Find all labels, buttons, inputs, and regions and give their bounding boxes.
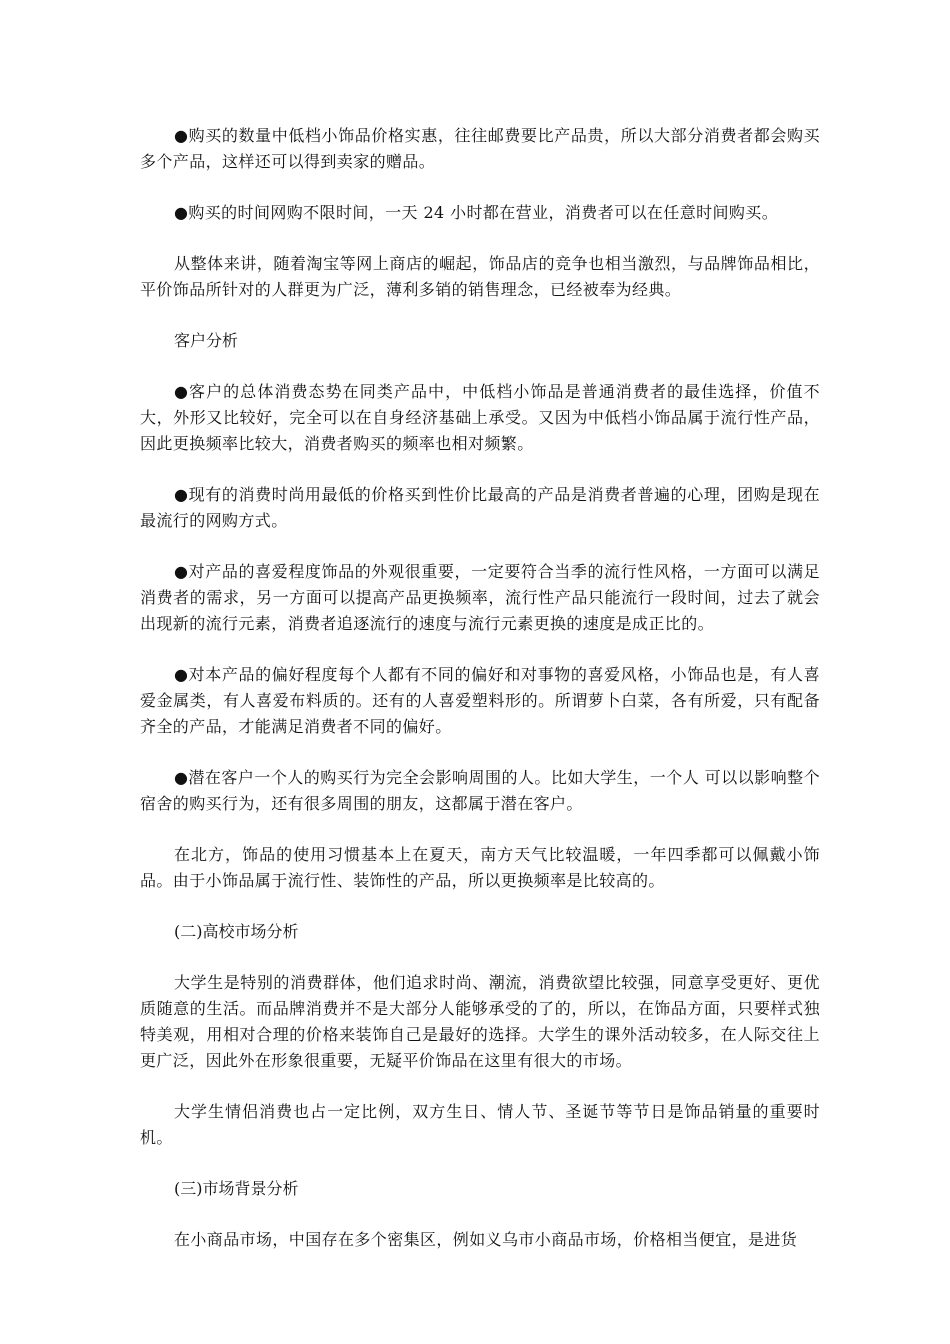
paragraph-customer-trend: ●客户的总体消费态势在同类产品中，中低档小饰品是普通消费者的最佳选择，价值不大，外形又比较好，完全可以在自身经济基础上承受。又因为中低档小饰品属于流行性产品，因此更换频率比较大，消费者购买的频率也相对频繁。	[140, 382, 820, 453]
document-body	[140, 123, 820, 1278]
paragraph-potential-customers: ●潜在客户一个人的购买行为完全会影响周围的人。比如大学生，一个人 可以以影响整个宿舍的购买行为，还有很多周围的朋友，这都属于潜在客户。	[140, 768, 820, 813]
paragraph-consumer-fashion: ●现有的消费时尚用最低的价格买到性价比最高的产品是消费者普遍的心理，团购是现在最流行的网购方式。	[140, 485, 820, 530]
section-heading-customer-analysis: 客户分析	[174, 331, 239, 350]
paragraph-student-consumers: 大学生是特别的消费群体，他们追求时尚、潮流，消费欲望比较强，同意享受更好、更优质随意的生活。而品牌消费并不是大部分人能够承受的了的，所以，在饰品方面，只要样式独特美观，用相对合理的价格来装饰自己是最好的选择。大学生的课外活动较多，在人际交往上更广泛，因此外在形象很重要，无疑平价饰品在这里有很大的市场。	[140, 973, 820, 1070]
paragraph-purchase-time: ●购买的时间网购不限时间，一天 24 小时都在营业，消费者可以在任意时间购买。	[174, 203, 779, 222]
section-heading-campus-market: (二)高校市场分析	[174, 922, 299, 941]
paragraph-regional-habits: 在北方，饰品的使用习惯基本上在夏天，南方天气比较温暖，一年四季都可以佩戴小饰品。由于小饰品属于流行性、装饰性的产品，所以更换频率是比较高的。	[140, 845, 820, 890]
section-heading-market-background: (三)市场背景分析	[174, 1179, 299, 1198]
paragraph-product-bias: ●对本产品的偏好程度每个人都有不同的偏好和对事物的喜爱风格，小饰品也是，有人喜爱金属类，有人喜爱布料质的。还有的人喜爱塑料形的。所谓萝卜白菜，各有所爱，只有配备齐全的产品，才能满足消费者不同的偏好。	[140, 665, 820, 736]
paragraph-small-commodity-market: 在小商品市场，中国存在多个密集区，例如义乌市小商品市场，价格相当便宜，是进货	[174, 1230, 798, 1249]
paragraph-product-preference: ●对产品的喜爱程度饰品的外观很重要，一定要符合当季的流行性风格，一方面可以满足消费者的需求，另一方面可以提高产品更换频率，流行性产品只能流行一段时间，过去了就会出现新的流行元素，消费者追逐流行的速度与流行元素更换的速度是成正比的。	[140, 562, 820, 633]
paragraph-couple-consumption: 大学生情侣消费也占一定比例，双方生日、情人节、圣诞节等节日是饰品销量的重要时机。	[140, 1102, 820, 1147]
paragraph-overall-competition: 从整体来讲，随着淘宝等网上商店的崛起，饰品店的竞争也相当激烈，与品牌饰品相比，平价饰品所针对的人群更为广泛，薄利多销的销售理念，已经被奉为经典。	[140, 254, 820, 299]
paragraph-purchase-quantity: ●购买的数量中低档小饰品价格实惠，往往邮费要比产品贵，所以大部分消费者都会购买多个产品，这样还可以得到卖家的赠品。	[140, 126, 820, 171]
